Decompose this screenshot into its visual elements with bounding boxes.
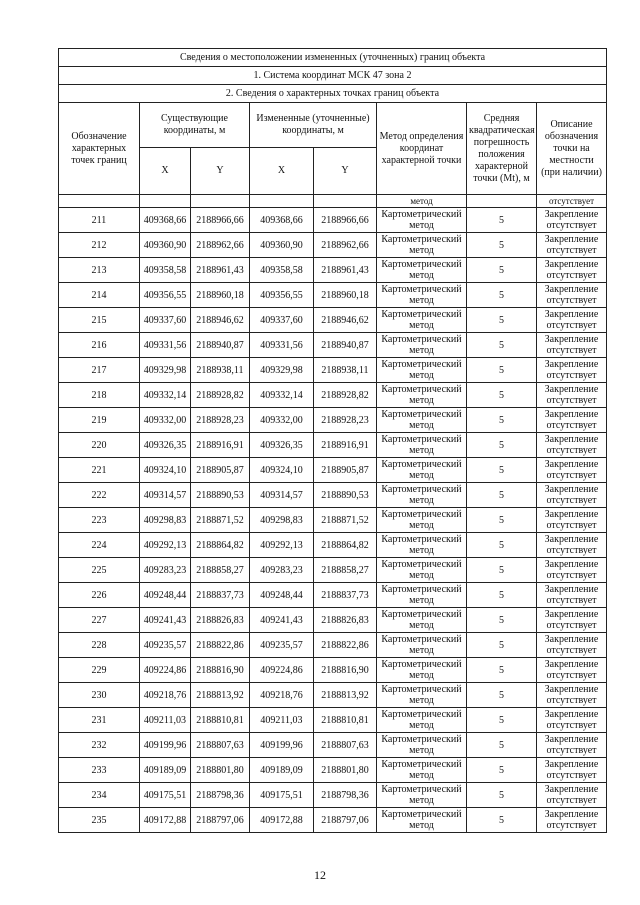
changed-x-cell: 409324,10 [250, 458, 314, 483]
method-cell: Картометрический метод [377, 383, 467, 408]
method-cell: Картометрический метод [377, 783, 467, 808]
table-row [59, 258, 607, 283]
method-cell: Картометрический метод [377, 308, 467, 333]
header-description: Описание обозначения точки на местности (при наличии) [537, 103, 607, 195]
point-number-cell: 225 [59, 558, 140, 583]
description-cell: Закрепление отсутствует [537, 683, 607, 708]
changed-x-cell: 409218,76 [250, 683, 314, 708]
description-cell: Закрепление отсутствует [537, 383, 607, 408]
existing-x-cell: 409283,23 [140, 558, 191, 583]
description-cell: Закрепление отсутствует [537, 608, 607, 633]
existing-x-cell: 409175,51 [140, 783, 191, 808]
method-cell: Картометрический метод [377, 508, 467, 533]
accuracy-cell: 5 [467, 208, 537, 233]
description-cell: Закрепление отсутствует [537, 533, 607, 558]
existing-x-cell: 409235,57 [140, 633, 191, 658]
header-accuracy: Средняя квадратическая погрешность положения характерной точки (Мt), м [467, 103, 537, 195]
changed-x-cell: 409241,43 [250, 608, 314, 633]
changed-y-cell: 2188966,66 [314, 208, 377, 233]
description-cell: Закрепление отсутствует [537, 258, 607, 283]
existing-y-cell: 2188858,27 [191, 558, 250, 583]
point-number-cell: 224 [59, 533, 140, 558]
changed-y-cell: 2188946,62 [314, 308, 377, 333]
changed-x-cell: 409332,14 [250, 383, 314, 408]
header-point: Обозначение характерных точек границ [59, 103, 140, 195]
existing-y-cell: 2188960,18 [191, 283, 250, 308]
accuracy-cell: 5 [467, 333, 537, 358]
description-cell: Закрепление отсутствует [537, 558, 607, 583]
accuracy-cell: 5 [467, 583, 537, 608]
existing-y-cell: 2188797,06 [191, 808, 250, 833]
table-row [59, 208, 607, 233]
method-cell: Картометрический метод [377, 608, 467, 633]
existing-x-cell: 409332,14 [140, 383, 191, 408]
accuracy-cell: 5 [467, 533, 537, 558]
point-number-cell: 221 [59, 458, 140, 483]
changed-x-cell: 409332,00 [250, 408, 314, 433]
method-cell: Картометрический метод [377, 483, 467, 508]
existing-y-cell: 2188810,81 [191, 708, 250, 733]
existing-y-cell: 2188962,66 [191, 233, 250, 258]
table-row [59, 583, 607, 608]
existing-x-cell: 409331,56 [140, 333, 191, 358]
point-number-cell: 216 [59, 333, 140, 358]
accuracy-cell: 5 [467, 283, 537, 308]
changed-y-cell: 2188940,87 [314, 333, 377, 358]
cell [250, 195, 314, 208]
changed-y-cell: 2188801,80 [314, 758, 377, 783]
changed-x-cell: 409199,96 [250, 733, 314, 758]
method-cell: Картометрический метод [377, 458, 467, 483]
table-row [59, 408, 607, 433]
header-changed-y: Y [314, 148, 377, 195]
accuracy-cell: 5 [467, 783, 537, 808]
continuation-description: отсутствует [537, 195, 607, 208]
accuracy-cell: 5 [467, 808, 537, 833]
table-row [59, 483, 607, 508]
table-row [59, 733, 607, 758]
description-cell: Закрепление отсутствует [537, 733, 607, 758]
header-existing-coordinates: Существующие координаты, м [140, 103, 250, 148]
table-row [59, 333, 607, 358]
point-number-cell: 230 [59, 683, 140, 708]
accuracy-cell: 5 [467, 308, 537, 333]
table-row [59, 608, 607, 633]
document-sheet [58, 48, 606, 833]
changed-y-cell: 2188905,87 [314, 458, 377, 483]
changed-x-cell: 409189,09 [250, 758, 314, 783]
method-cell: Картометрический метод [377, 808, 467, 833]
method-cell: Картометрический метод [377, 533, 467, 558]
existing-y-cell: 2188826,83 [191, 608, 250, 633]
point-number-cell: 226 [59, 583, 140, 608]
changed-y-cell: 2188816,90 [314, 658, 377, 683]
coordinates-table [58, 48, 607, 833]
continuation-row [59, 195, 607, 208]
header-changed-coordinates: Измененные (уточненные) координаты, м [250, 103, 377, 148]
description-cell: Закрепление отсутствует [537, 708, 607, 733]
point-number-cell: 211 [59, 208, 140, 233]
existing-x-cell: 409292,13 [140, 533, 191, 558]
changed-y-cell: 2188962,66 [314, 233, 377, 258]
method-cell: Картометрический метод [377, 733, 467, 758]
changed-x-cell: 409235,57 [250, 633, 314, 658]
point-number-cell: 234 [59, 783, 140, 808]
existing-y-cell: 2188938,11 [191, 358, 250, 383]
table-row [59, 383, 607, 408]
description-cell: Закрепление отсутствует [537, 783, 607, 808]
point-number-cell: 218 [59, 383, 140, 408]
point-number-cell: 220 [59, 433, 140, 458]
table-row [59, 558, 607, 583]
table-row [59, 533, 607, 558]
accuracy-cell: 5 [467, 733, 537, 758]
cell [314, 195, 377, 208]
changed-y-cell: 2188797,06 [314, 808, 377, 833]
method-cell: Картометрический метод [377, 258, 467, 283]
existing-x-cell: 409298,83 [140, 508, 191, 533]
changed-y-cell: 2188928,23 [314, 408, 377, 433]
existing-y-cell: 2188864,82 [191, 533, 250, 558]
description-cell: Закрепление отсутствует [537, 358, 607, 383]
existing-x-cell: 409337,60 [140, 308, 191, 333]
existing-x-cell: 409368,66 [140, 208, 191, 233]
accuracy-cell: 5 [467, 233, 537, 258]
table-title: Сведения о местоположении измененных (уточненных) границ объекта [59, 49, 607, 67]
changed-x-cell: 409211,03 [250, 708, 314, 733]
point-number-cell: 213 [59, 258, 140, 283]
header-existing-y: Y [191, 148, 250, 195]
accuracy-cell: 5 [467, 358, 537, 383]
accuracy-cell: 5 [467, 633, 537, 658]
existing-y-cell: 2188928,82 [191, 383, 250, 408]
point-number-cell: 214 [59, 283, 140, 308]
changed-x-cell: 409331,56 [250, 333, 314, 358]
method-cell: Картометрический метод [377, 333, 467, 358]
point-number-cell: 223 [59, 508, 140, 533]
changed-x-cell: 409172,88 [250, 808, 314, 833]
changed-y-cell: 2188837,73 [314, 583, 377, 608]
method-cell: Картометрический метод [377, 358, 467, 383]
existing-y-cell: 2188801,80 [191, 758, 250, 783]
existing-x-cell: 409329,98 [140, 358, 191, 383]
method-cell: Картометрический метод [377, 208, 467, 233]
point-number-cell: 231 [59, 708, 140, 733]
existing-x-cell: 409358,58 [140, 258, 191, 283]
table-row [59, 433, 607, 458]
cell [59, 195, 140, 208]
existing-x-cell: 409356,55 [140, 283, 191, 308]
table-header [59, 49, 607, 208]
point-number-cell: 235 [59, 808, 140, 833]
method-cell: Картометрический метод [377, 408, 467, 433]
existing-x-cell: 409211,03 [140, 708, 191, 733]
changed-y-cell: 2188938,11 [314, 358, 377, 383]
header-changed-x: X [250, 148, 314, 195]
method-cell: Картометрический метод [377, 708, 467, 733]
table-row [59, 808, 607, 833]
table-row [59, 283, 607, 308]
existing-x-cell: 409332,00 [140, 408, 191, 433]
existing-y-cell: 2188916,91 [191, 433, 250, 458]
existing-x-cell: 409224,86 [140, 658, 191, 683]
changed-x-cell: 409298,83 [250, 508, 314, 533]
description-cell: Закрепление отсутствует [537, 808, 607, 833]
existing-y-cell: 2188946,62 [191, 308, 250, 333]
changed-y-cell: 2188822,86 [314, 633, 377, 658]
changed-x-cell: 409175,51 [250, 783, 314, 808]
point-number-cell: 233 [59, 758, 140, 783]
point-number-cell: 228 [59, 633, 140, 658]
continuation-method: метод [377, 195, 467, 208]
changed-y-cell: 2188890,53 [314, 483, 377, 508]
existing-y-cell: 2188871,52 [191, 508, 250, 533]
changed-x-cell: 409314,57 [250, 483, 314, 508]
point-number-cell: 229 [59, 658, 140, 683]
description-cell: Закрепление отсутствует [537, 633, 607, 658]
changed-x-cell: 409292,13 [250, 533, 314, 558]
table-row [59, 358, 607, 383]
description-cell: Закрепление отсутствует [537, 333, 607, 358]
cell [467, 195, 537, 208]
accuracy-cell: 5 [467, 708, 537, 733]
changed-y-cell: 2188813,92 [314, 683, 377, 708]
table-row [59, 758, 607, 783]
table-row [59, 458, 607, 483]
method-cell: Картометрический метод [377, 433, 467, 458]
existing-y-cell: 2188798,36 [191, 783, 250, 808]
changed-x-cell: 409368,66 [250, 208, 314, 233]
accuracy-cell: 5 [467, 458, 537, 483]
changed-y-cell: 2188960,18 [314, 283, 377, 308]
existing-x-cell: 409172,88 [140, 808, 191, 833]
cell [191, 195, 250, 208]
accuracy-cell: 5 [467, 483, 537, 508]
point-number-cell: 212 [59, 233, 140, 258]
table-row [59, 233, 607, 258]
changed-y-cell: 2188798,36 [314, 783, 377, 808]
description-cell: Закрепление отсутствует [537, 308, 607, 333]
changed-y-cell: 2188864,82 [314, 533, 377, 558]
method-cell: Картометрический метод [377, 558, 467, 583]
existing-x-cell: 409199,96 [140, 733, 191, 758]
method-cell: Картометрический метод [377, 283, 467, 308]
existing-y-cell: 2188961,43 [191, 258, 250, 283]
point-number-cell: 215 [59, 308, 140, 333]
description-cell: Закрепление отсутствует [537, 408, 607, 433]
method-cell: Картометрический метод [377, 233, 467, 258]
coordinate-system-title: 1. Система координат МСК 47 зона 2 [59, 67, 607, 85]
changed-x-cell: 409337,60 [250, 308, 314, 333]
existing-x-cell: 409360,90 [140, 233, 191, 258]
cell [140, 195, 191, 208]
description-cell: Закрепление отсутствует [537, 233, 607, 258]
existing-y-cell: 2188940,87 [191, 333, 250, 358]
accuracy-cell: 5 [467, 608, 537, 633]
method-cell: Картометрический метод [377, 683, 467, 708]
changed-x-cell: 409224,86 [250, 658, 314, 683]
point-number-cell: 232 [59, 733, 140, 758]
existing-y-cell: 2188905,87 [191, 458, 250, 483]
table-body [59, 208, 607, 833]
changed-y-cell: 2188928,82 [314, 383, 377, 408]
point-number-cell: 217 [59, 358, 140, 383]
existing-y-cell: 2188807,63 [191, 733, 250, 758]
existing-y-cell: 2188816,90 [191, 658, 250, 683]
existing-y-cell: 2188928,23 [191, 408, 250, 433]
description-cell: Закрепление отсутствует [537, 508, 607, 533]
accuracy-cell: 5 [467, 433, 537, 458]
accuracy-cell: 5 [467, 383, 537, 408]
existing-x-cell: 409218,76 [140, 683, 191, 708]
table-row [59, 683, 607, 708]
table-row [59, 308, 607, 333]
existing-y-cell: 2188890,53 [191, 483, 250, 508]
point-number-cell: 222 [59, 483, 140, 508]
existing-x-cell: 409324,10 [140, 458, 191, 483]
description-cell: Закрепление отсутствует [537, 658, 607, 683]
description-cell: Закрепление отсутствует [537, 758, 607, 783]
table-row [59, 658, 607, 683]
changed-y-cell: 2188916,91 [314, 433, 377, 458]
existing-y-cell: 2188966,66 [191, 208, 250, 233]
accuracy-cell: 5 [467, 408, 537, 433]
changed-x-cell: 409283,23 [250, 558, 314, 583]
changed-x-cell: 409248,44 [250, 583, 314, 608]
description-cell: Закрепление отсутствует [537, 433, 607, 458]
accuracy-cell: 5 [467, 758, 537, 783]
changed-y-cell: 2188858,27 [314, 558, 377, 583]
header-existing-x: X [140, 148, 191, 195]
changed-x-cell: 409329,98 [250, 358, 314, 383]
existing-x-cell: 409248,44 [140, 583, 191, 608]
description-cell: Закрепление отсутствует [537, 208, 607, 233]
accuracy-cell: 5 [467, 508, 537, 533]
existing-y-cell: 2188837,73 [191, 583, 250, 608]
accuracy-cell: 5 [467, 258, 537, 283]
point-number-cell: 219 [59, 408, 140, 433]
existing-x-cell: 409326,35 [140, 433, 191, 458]
existing-y-cell: 2188822,86 [191, 633, 250, 658]
existing-x-cell: 409314,57 [140, 483, 191, 508]
method-cell: Картометрический метод [377, 758, 467, 783]
changed-x-cell: 409356,55 [250, 283, 314, 308]
changed-y-cell: 2188810,81 [314, 708, 377, 733]
description-cell: Закрепление отсутствует [537, 458, 607, 483]
description-cell: Закрепление отсутствует [537, 283, 607, 308]
table-row [59, 633, 607, 658]
existing-x-cell: 409189,09 [140, 758, 191, 783]
changed-x-cell: 409360,90 [250, 233, 314, 258]
changed-x-cell: 409326,35 [250, 433, 314, 458]
existing-y-cell: 2188813,92 [191, 683, 250, 708]
table-row [59, 708, 607, 733]
accuracy-cell: 5 [467, 683, 537, 708]
page-number: 12 [314, 868, 326, 882]
description-cell: Закрепление отсутствует [537, 583, 607, 608]
method-cell: Картометрический метод [377, 658, 467, 683]
section-title: 2. Сведения о характерных точках границ объекта [59, 85, 607, 103]
table-row [59, 508, 607, 533]
method-cell: Картометрический метод [377, 633, 467, 658]
changed-y-cell: 2188871,52 [314, 508, 377, 533]
changed-y-cell: 2188961,43 [314, 258, 377, 283]
method-cell: Картометрический метод [377, 583, 467, 608]
changed-y-cell: 2188826,83 [314, 608, 377, 633]
point-number-cell: 227 [59, 608, 140, 633]
accuracy-cell: 5 [467, 658, 537, 683]
changed-y-cell: 2188807,63 [314, 733, 377, 758]
accuracy-cell: 5 [467, 558, 537, 583]
description-cell: Закрепление отсутствует [537, 483, 607, 508]
existing-x-cell: 409241,43 [140, 608, 191, 633]
table-row [59, 783, 607, 808]
changed-x-cell: 409358,58 [250, 258, 314, 283]
header-method: Метод определения координат характерной точки [377, 103, 467, 195]
